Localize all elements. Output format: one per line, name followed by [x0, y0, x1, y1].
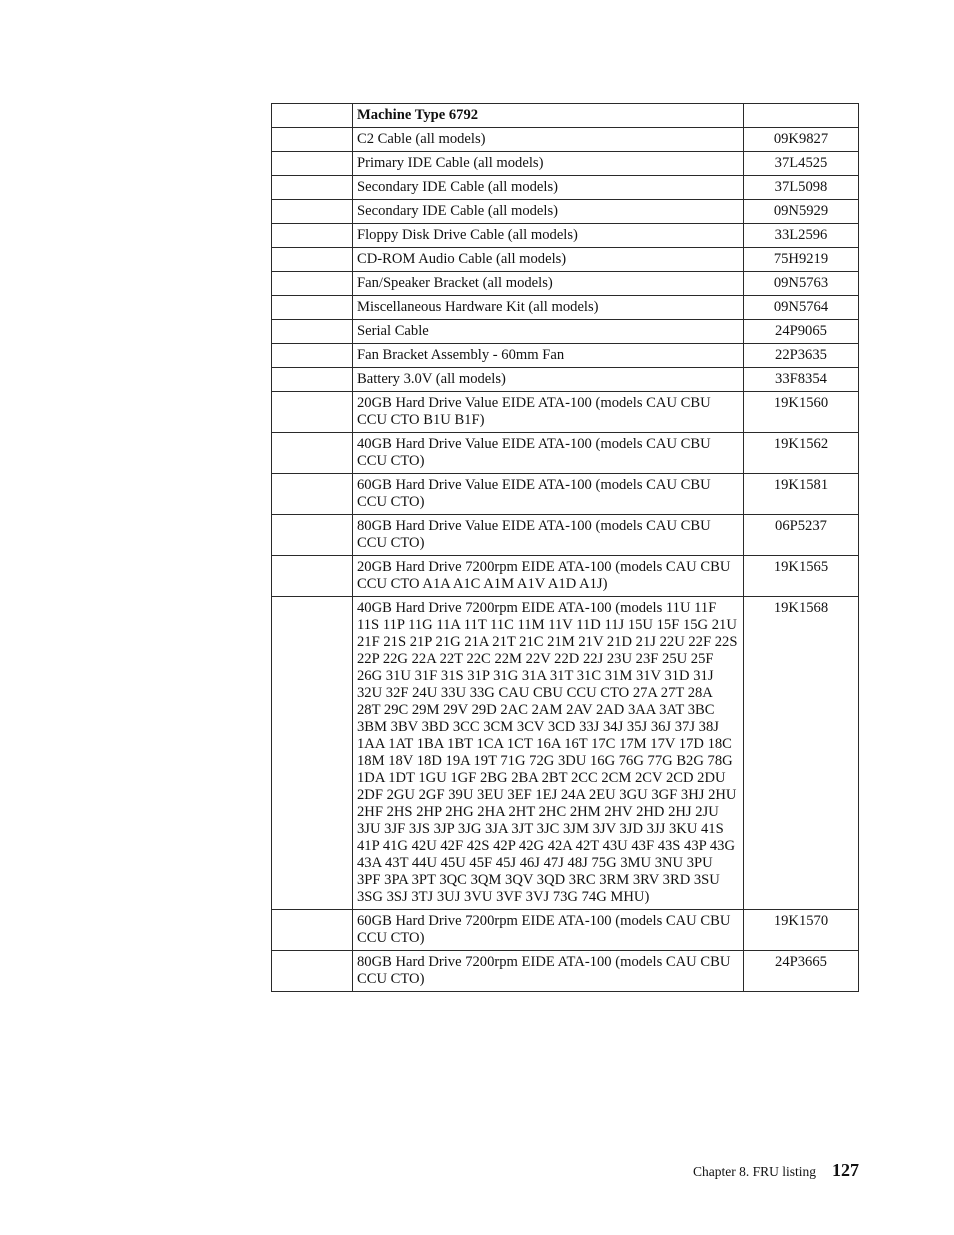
description-cell: 80GB Hard Drive 7200rpm EIDE ATA-100 (models CAU CBU CCU CTO) — [353, 951, 744, 992]
description-cell: Battery 3.0V (all models) — [353, 368, 744, 392]
table-row — [272, 176, 859, 200]
index-cell — [272, 248, 353, 272]
description-cell: 60GB Hard Drive 7200rpm EIDE ATA-100 (models CAU CBU CCU CTO) — [353, 910, 744, 951]
table-row — [272, 296, 859, 320]
table-row — [272, 910, 859, 951]
part-number-cell: 09K9827 — [744, 128, 859, 152]
part-number-cell: 09N5763 — [744, 272, 859, 296]
description-cell: Primary IDE Cable (all models) — [353, 152, 744, 176]
part-number-cell: 09N5929 — [744, 200, 859, 224]
table-row — [272, 344, 859, 368]
index-cell — [272, 320, 353, 344]
table-row — [272, 200, 859, 224]
index-cell — [272, 951, 353, 992]
table-row — [272, 433, 859, 474]
part-number-cell: 33F8354 — [744, 368, 859, 392]
index-cell — [272, 910, 353, 951]
part-number-cell: 19K1562 — [744, 433, 859, 474]
description-cell: C2 Cable (all models) — [353, 128, 744, 152]
part-number-cell: 33L2596 — [744, 224, 859, 248]
description-cell: 80GB Hard Drive Value EIDE ATA-100 (models CAU CBU CCU CTO) — [353, 515, 744, 556]
index-cell — [272, 597, 353, 910]
index-cell — [272, 224, 353, 248]
index-cell — [272, 128, 353, 152]
fru-table-body — [272, 104, 859, 992]
table-row — [272, 474, 859, 515]
table-row — [272, 597, 859, 910]
description-cell: Fan Bracket Assembly - 60mm Fan — [353, 344, 744, 368]
description-cell: 20GB Hard Drive 7200rpm EIDE ATA-100 (models CAU CBU CCU CTO A1A A1C A1M A1V A1D A1J) — [353, 556, 744, 597]
table-row — [272, 224, 859, 248]
description-cell: Floppy Disk Drive Cable (all models) — [353, 224, 744, 248]
page-footer — [693, 1160, 859, 1181]
part-number-cell: 37L5098 — [744, 176, 859, 200]
description-cell: 60GB Hard Drive Value EIDE ATA-100 (models CAU CBU CCU CTO) — [353, 474, 744, 515]
table-row — [272, 272, 859, 296]
header-machine-type: Machine Type 6792 — [353, 104, 744, 128]
index-cell — [272, 392, 353, 433]
index-cell — [272, 200, 353, 224]
description-cell: 20GB Hard Drive Value EIDE ATA-100 (models CAU CBU CCU CTO B1U B1F) — [353, 392, 744, 433]
header-part-cell — [744, 104, 859, 128]
part-number-cell: 19K1581 — [744, 474, 859, 515]
description-cell: Serial Cable — [353, 320, 744, 344]
table-row — [272, 152, 859, 176]
table-row — [272, 951, 859, 992]
index-cell — [272, 296, 353, 320]
table-row — [272, 248, 859, 272]
part-number-cell: 19K1560 — [744, 392, 859, 433]
part-number-cell: 06P5237 — [744, 515, 859, 556]
table-row — [272, 128, 859, 152]
part-number-cell: 19K1568 — [744, 597, 859, 910]
part-number-cell: 24P9065 — [744, 320, 859, 344]
part-number-cell: 37L4525 — [744, 152, 859, 176]
page-number: 127 — [832, 1160, 859, 1180]
table-row — [272, 368, 859, 392]
table-row — [272, 392, 859, 433]
description-cell: Miscellaneous Hardware Kit (all models) — [353, 296, 744, 320]
header-index-cell — [272, 104, 353, 128]
index-cell — [272, 556, 353, 597]
part-number-cell: 09N5764 — [744, 296, 859, 320]
index-cell — [272, 368, 353, 392]
part-number-cell: 19K1570 — [744, 910, 859, 951]
description-cell: Secondary IDE Cable (all models) — [353, 176, 744, 200]
part-number-cell: 75H9219 — [744, 248, 859, 272]
index-cell — [272, 344, 353, 368]
description-cell: CD-ROM Audio Cable (all models) — [353, 248, 744, 272]
table-row — [272, 556, 859, 597]
index-cell — [272, 433, 353, 474]
part-number-cell: 22P3635 — [744, 344, 859, 368]
index-cell — [272, 152, 353, 176]
index-cell — [272, 474, 353, 515]
part-number-cell: 19K1565 — [744, 556, 859, 597]
index-cell — [272, 272, 353, 296]
chapter-title: Chapter 8. FRU listing — [692, 1164, 816, 1179]
part-number-cell: 24P3665 — [744, 951, 859, 992]
description-cell: Secondary IDE Cable (all models) — [353, 200, 744, 224]
index-cell — [272, 176, 353, 200]
table-header-row — [272, 104, 859, 128]
description-cell: 40GB Hard Drive 7200rpm EIDE ATA-100 (models 11U 11F 11S 11P 11G 11A 11T 11C 11M 11V 11D 11J 15U 15F 15G 21U 21F 21S 21P 21G 21A 21T 21C 21M 21V 21D 21J 22U 22F 22S 22P 22G 22A 22T 22C 22M 22V 22D 22J 23U 23F 25U 25F 26G 31U 31F 31S 31P 31G 31A 31T 31C 31M 31V 31D 31J 32U 32F 24U 33U 33G CAU CBU CCU CTO 27A 27T 28A 28T 29C 29M 29V 29D 2AC 2AM 2AV 2AD 3AA 3AT 3BC 3BM 3BV 3BD 3CC 3CM 3CV 3CD 33J 34J 35J 36J 37J 38J 1AA 1AT 1BA 1BT 1CA 1CT 16A 16T 17C 17M 17V 17D 18C 18M 18V 18D 19A 19T 71G 72G 3DU 16G 76G 77G B2G 78G 1DA 1DT 1GU 1GF 2BG 2BA 2BT 2CC 2CM 2CV 2CD 2DU 2DF 2GU 2GF 39U 3EU 3EF 1EJ 24A 2EU 3GU 3GF 3HJ 2HU 2HF 2HS 2HP 2HG 2HA 2HT 2HC 2HM 2HV 2HD 2HJ 2JU 3JU 3JF 3JS 3JP 3JG 3JA 3JT 3JC 3JM 3JV 3JD 3JJ 3KU 41S 41P 41G 42U 42F 42S 42P 42G 42A 42T 43U 43F 43S 43P 43G 43A 43T 44U 45U 45F 45J 46J 47J 48J 75G 3MU 3NU 3PU 3PF 3PA 3PT 3QC 3QM 3QV 3QD 3RC 3RM 3RV 3RD 3SU 3SG 3SJ 3TJ 3UJ 3VU 3VF 3VJ 73G 74G MHU) — [353, 597, 744, 910]
description-cell: 40GB Hard Drive Value EIDE ATA-100 (models CAU CBU CCU CTO) — [353, 433, 744, 474]
index-cell — [272, 515, 353, 556]
table-row — [272, 515, 859, 556]
table-row — [272, 320, 859, 344]
description-cell: Fan/Speaker Bracket (all models) — [353, 272, 744, 296]
fru-table — [271, 103, 859, 992]
